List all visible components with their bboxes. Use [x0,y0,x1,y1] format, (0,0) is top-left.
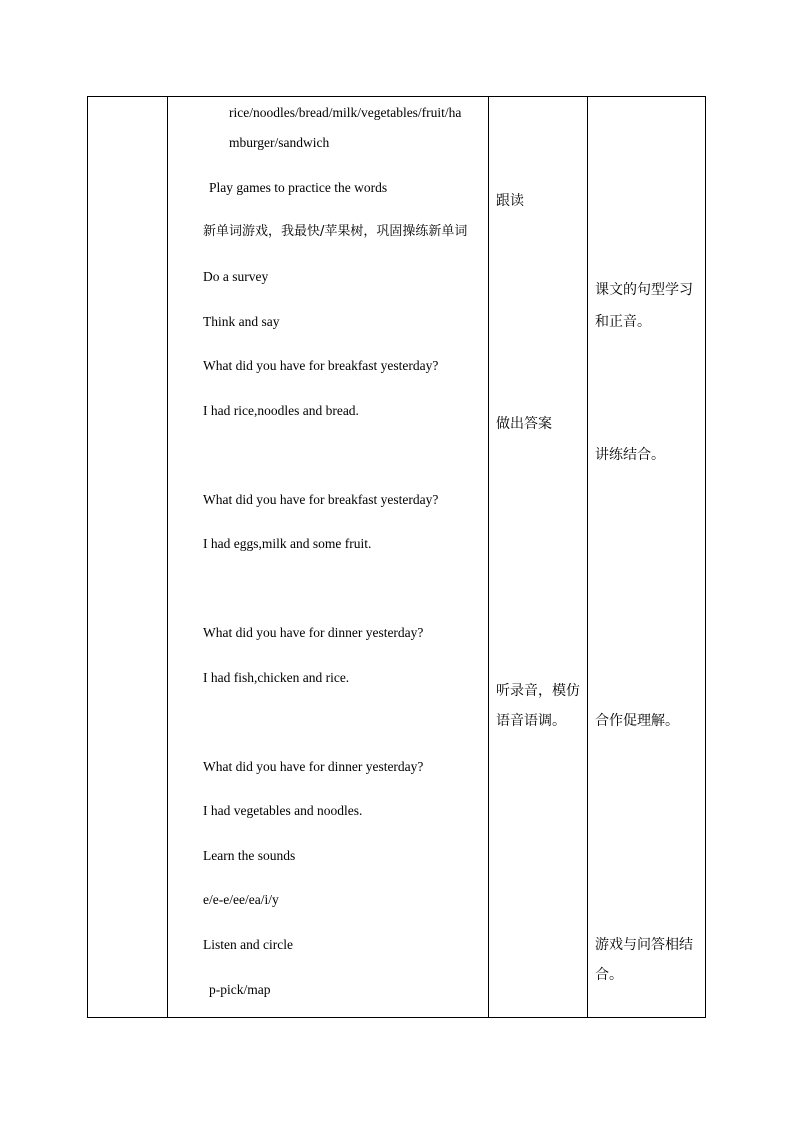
cooperate-text: 合作促理解。 [595,713,679,729]
column-divider-2 [488,97,489,1017]
sentence-study-line-1: 课文的句型学习 [595,282,693,298]
sounds-text: e/e-e/ee/ea/i/y [203,892,279,907]
games-chinese-text: 新单词游戏，我最快/苹果树，巩固操练新单词 [203,224,468,239]
column-divider-1 [167,97,168,1017]
question-2: What did you have for breakfast yesterday? [203,492,439,507]
vocabulary-line-1: rice/noodles/bread/milk/vegetables/fruit/ha [229,105,462,120]
play-games-text: Play games to practice the words [209,180,388,195]
question-1: What did you have for breakfast yesterday? [203,358,439,373]
survey-text: Do a survey [203,269,269,284]
follow-read-text: 跟读 [496,193,524,209]
learn-sounds-text: Learn the sounds [203,848,296,863]
listen-circle-text: Listen and circle [203,937,293,952]
practice-combine-text: 讲练结合。 [595,447,665,463]
question-3: What did you have for dinner yesterday? [203,625,424,640]
make-answer-text: 做出答案 [496,416,552,432]
pick-map-text: p-pick/map [209,982,271,997]
game-qa-line-2: 合。 [595,967,623,983]
game-qa-line-1: 游戏与问答相结 [595,937,693,953]
vocabulary-line-2: mburger/sandwich [229,135,330,150]
question-4: What did you have for dinner yesterday? [203,759,424,774]
column-divider-3 [587,97,588,1017]
answer-3: I had fish,chicken and rice. [203,670,350,685]
answer-4: I had vegetables and noodles. [203,803,363,818]
sentence-study-line-2: 和正音。 [595,314,651,330]
listen-imitate-line-2: 语音语调。 [496,713,566,729]
listen-imitate-line-1: 听录音，模仿 [496,683,580,699]
think-say-text: Think and say [203,314,280,329]
answer-1: I had rice,noodles and bread. [203,403,359,418]
answer-2: I had eggs,milk and some fruit. [203,536,372,551]
